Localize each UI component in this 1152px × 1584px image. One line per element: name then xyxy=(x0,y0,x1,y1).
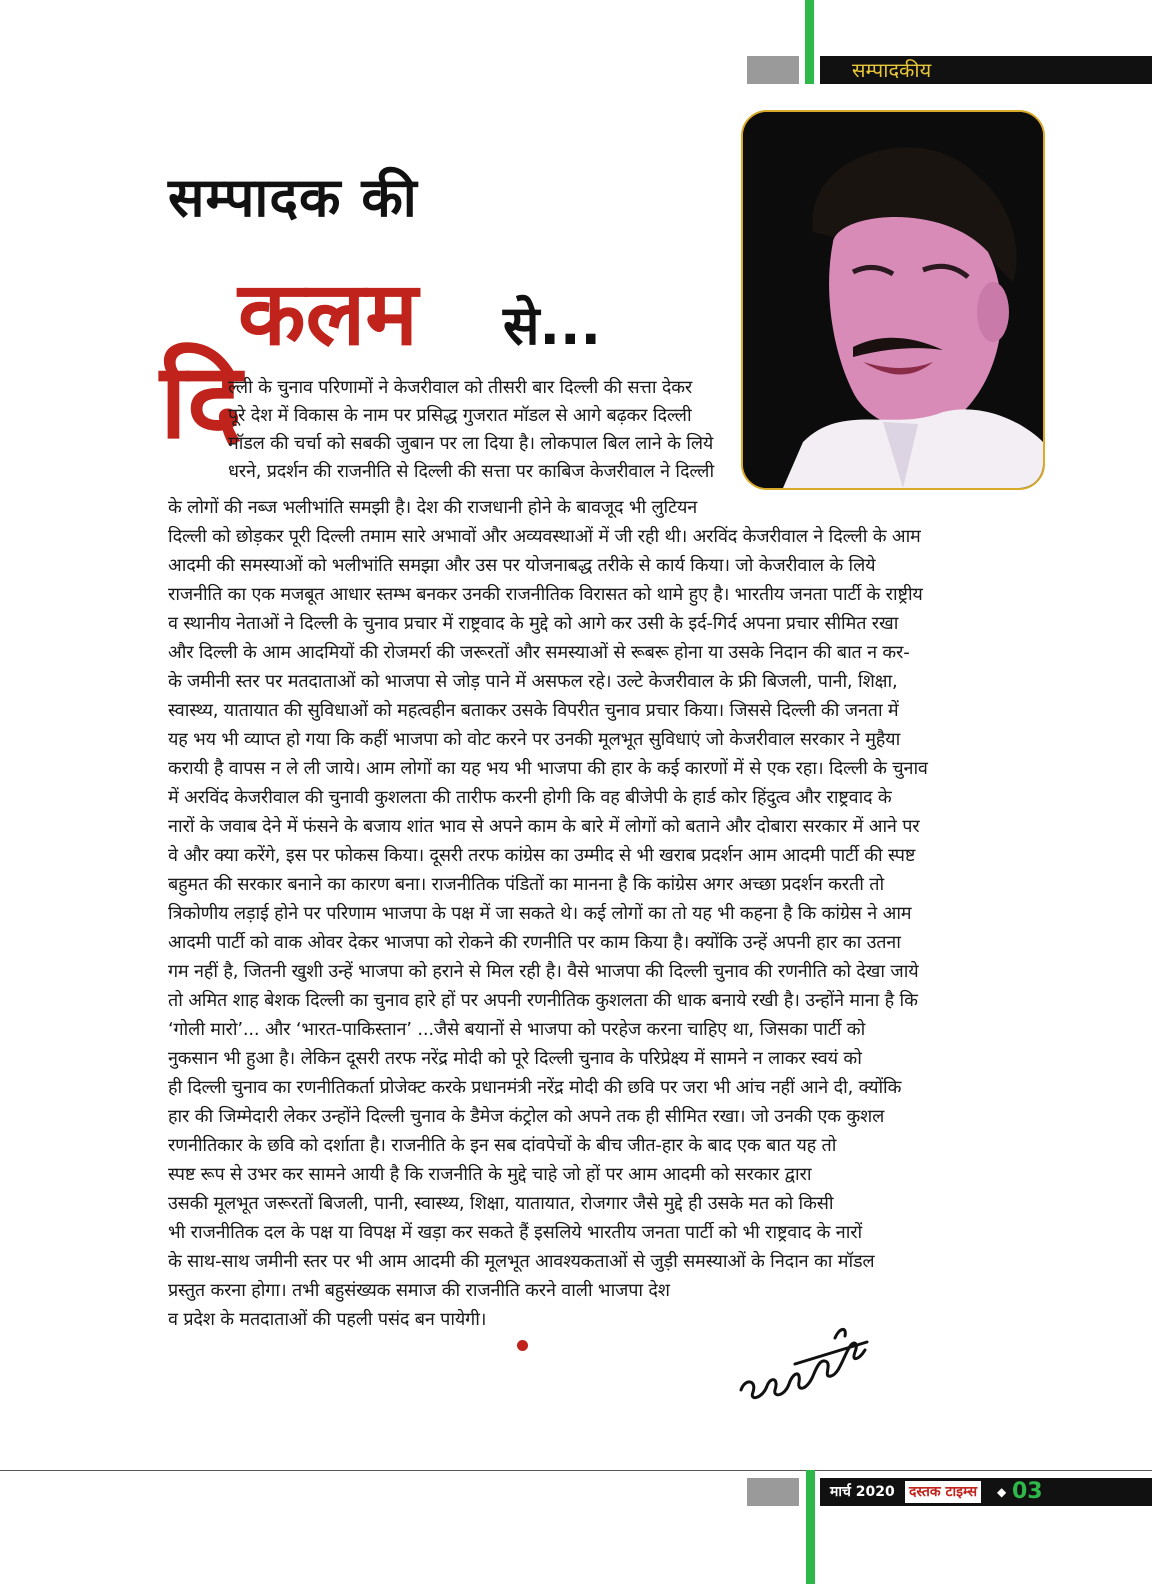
article-line: के जमीनी स्तर पर मतदाताओं को भाजपा से जोड़ पाने में असफल रहे। उल्टे केजरीवाल के फ्री बिजली, पानी, शिक्षा, xyxy=(168,671,898,692)
article-line: करायी है वापस न ले ली जाये। आम लोगों का यह भय भी भाजपा की हार के कई कारणों में से एक रहा। दिल्ली के चुनाव xyxy=(168,758,928,779)
editor-signature xyxy=(735,1318,875,1412)
header-gray-block xyxy=(747,56,799,84)
footer-brand-logo: दस्तक टाइम्स xyxy=(905,1481,981,1503)
article-line: स्पष्ट रूप से उभर कर सामने आयी है कि राजनीति के मुद्दे चाहे जो हों पर आम आदमी को सरकार द्वारा xyxy=(168,1164,812,1185)
article-line: भी राजनीतिक दल के पक्ष या विपक्ष में खड़ा कर सकते हैं इसलिये भारतीय जनता पार्टी को भी राष्ट्रवाद के नारों xyxy=(168,1222,863,1243)
article-line: उसकी मूलभूत जरूरतों बिजली, पानी, स्वास्थ्य, शिक्षा, यातायात, रोजगार जैसे मुद्दे ही उसके मत को किसी xyxy=(168,1193,834,1214)
article-line: के लोगों की नब्ज भलीभांति समझी है। देश की राजधानी होने के बावजूद भी लुटियन xyxy=(168,497,698,518)
footer-separator-icon: ◆ xyxy=(997,1485,1007,1499)
article-line: आदमी की समस्याओं को भलीभांति समझा और उस पर योजनाबद्ध तरीके से कार्य किया। जो केजरीवाल के लिये xyxy=(168,555,876,576)
editor-photo xyxy=(741,110,1045,490)
header-accent-bar xyxy=(805,0,814,84)
page-number: 03 xyxy=(1012,1479,1043,1504)
footer-rule xyxy=(0,1470,1152,1471)
article-line: व प्रदेश के मतदाताओं की पहली पसंद बन पायेगी। xyxy=(168,1309,487,1330)
drop-cap: दि xyxy=(160,340,243,462)
article-line: में अरविंद केजरीवाल की चुनावी कुशलता की तारीफ करनी होगी कि वह बीजेपी के हार्ड कोर हिंदुत्व और राष्ट्रवाद के xyxy=(168,787,892,808)
article-line: प्रस्तुत करना होगा। तभी बहुसंख्यक समाज की राजनीति करने वाली भाजपा देश xyxy=(168,1280,670,1301)
article-line: बहुमत की सरकार बनाने का कारण बना। राजनीतिक पंडितों का मानना है कि कांग्रेस अगर अच्छा प्रदर्शन करती तो xyxy=(168,874,884,895)
article-line: तो अमित शाह बेशक दिल्ली का चुनाव हारे हों पर अपनी रणनीतिक कुशलता की धाक बनाये रखी है। उन्होंने माना है कि xyxy=(168,990,918,1011)
article-line: नारों के जवाब देने में फंसने के बजाय शांत भाव से अपने काम के बारे में लोगों को बताने और दोबारा सरकार में आने पर xyxy=(168,816,920,837)
article-line: त्रिकोणीय लड़ाई होने पर परिणाम भाजपा के पक्ष में जा सकते थे। कई लोगों का तो यह भी कहना है कि कांग्रेस ने आम xyxy=(168,903,912,924)
article-line: रणनीतिकार के छवि को दर्शाता है। राजनीति के इन सब दांवपेचों के बीच जीत-हार के बाद एक बात यह तो xyxy=(168,1135,837,1156)
article-line: ल्ली के चुनाव परिणामों ने केजरीवाल को तीसरी बार दिल्ली की सत्ता देकर xyxy=(228,377,692,398)
article-line: दिल्ली को छोड़कर पूरी दिल्ली तमाम सारे अभावों और अव्यवस्थाओं में जी रही थी। अरविंद केजरीवाल ने दिल्ली के आम xyxy=(168,526,921,547)
article-line: के साथ-साथ जमीनी स्तर पर भी आम आदमी की मूलभूत आवश्यकताओं से जुड़ी समस्याओं के निदान का मॉडल xyxy=(168,1251,875,1272)
page-title-suffix: से... xyxy=(503,294,602,357)
end-mark-dot xyxy=(517,1340,528,1351)
footer-gray-block xyxy=(747,1478,799,1506)
editor-portrait-image xyxy=(743,112,1043,488)
article-line: धरने, प्रदर्शन की राजनीति से दिल्ली की सत्ता पर काबिज केजरीवाल ने दिल्ली xyxy=(228,461,714,482)
article-line: यह भय भी व्याप्त हो गया कि कहीं भाजपा को वोट करने पर उनकी मूलभूत सुविधाएं जो केजरीवाल सरकार ने मुहैया xyxy=(168,729,901,750)
article-line: वे और क्या करेंगे, इस पर फोकस किया। दूसरी तरफ कांग्रेस का उम्मीद से भी खराब प्रदर्शन आम आदमी पार्टी की स्पष्ट xyxy=(168,845,916,866)
article-line: ‘गोली मारो’... और ‘भारत-पाकिस्तान’ ...जैसे बयानों से भाजपा को परहेज करना चाहिए था, जिसका पार्टी को xyxy=(168,1019,866,1040)
article-line: पूरे देश में विकास के नाम पर प्रसिद्ध गुजरात मॉडल से आगे बढ़कर दिल्ली xyxy=(228,405,692,426)
article-line: ही दिल्ली चुनाव का रणनीतिकर्ता प्रोजेक्ट करके प्रधानमंत्री नरेंद्र मोदी की छवि पर जरा भी आंच नहीं आने दी, क्योंकि xyxy=(168,1077,902,1098)
signature-image xyxy=(735,1318,875,1408)
article-line: गम नहीं है, जितनी खुशी उन्हें भाजपा को हराने से मिल रही है। वैसे भाजपा की दिल्ली चुनाव की रणनीति को देखा जाये xyxy=(168,961,919,982)
footer-accent-bar xyxy=(806,1470,815,1584)
article-line: आदमी पार्टी को वाक ओवर देकर भाजपा को रोकने की रणनीति पर काम किया है। क्योंकि उन्हें अपनी हार का उतना xyxy=(168,932,901,953)
article-line: और दिल्ली के आम आदमियों की रोजमर्रा की जरूरतों और समस्याओं से रूबरू होना या उसके निदान की बात न कर- xyxy=(168,642,910,663)
section-label: सम्पादकीय xyxy=(852,58,932,82)
article-line: मॉडल की चर्चा को सबकी जुबान पर ला दिया है। लोकपाल बिल लाने के लिये xyxy=(228,433,714,454)
article-line: राजनीति का एक मजबूत आधार स्तम्भ बनकर उनकी राजनीतिक विरासत को थामे हुए है। भारतीय जनता पार्टी के राष्ट्रीय xyxy=(168,584,923,605)
article-line: नुकसान भी हुआ है। लेकिन दूसरी तरफ नरेंद्र मोदी को पूरे दिल्ली चुनाव के परिप्रेक्ष्य में सामने न लाकर स्वयं को xyxy=(168,1048,862,1069)
footer-date: मार्च 2020 xyxy=(830,1484,895,1500)
article-line: स्वास्थ्य, यातायात की सुविधाओं को महत्वहीन बताकर उसके विपरीत चुनाव प्रचार किया। जिससे दिल्ली की जनता में xyxy=(168,700,899,721)
page-title-highlight: कलम xyxy=(238,262,418,365)
article-line: व स्थानीय नेताओं ने दिल्ली के चुनाव प्रचार में राष्ट्रवाद के मुद्दे को आगे कर उसी के इर्द-गिर्द अपना प्रचार सीमित रखा xyxy=(168,613,899,634)
article-line: हार की जिम्मेदारी लेकर उन्होंने दिल्ली चुनाव के डैमेज कंट्रोल को अपने तक ही सीमित रखा। जो उनकी एक कुशल xyxy=(168,1106,885,1127)
page-title-line1: सम्पादक की xyxy=(168,166,418,229)
